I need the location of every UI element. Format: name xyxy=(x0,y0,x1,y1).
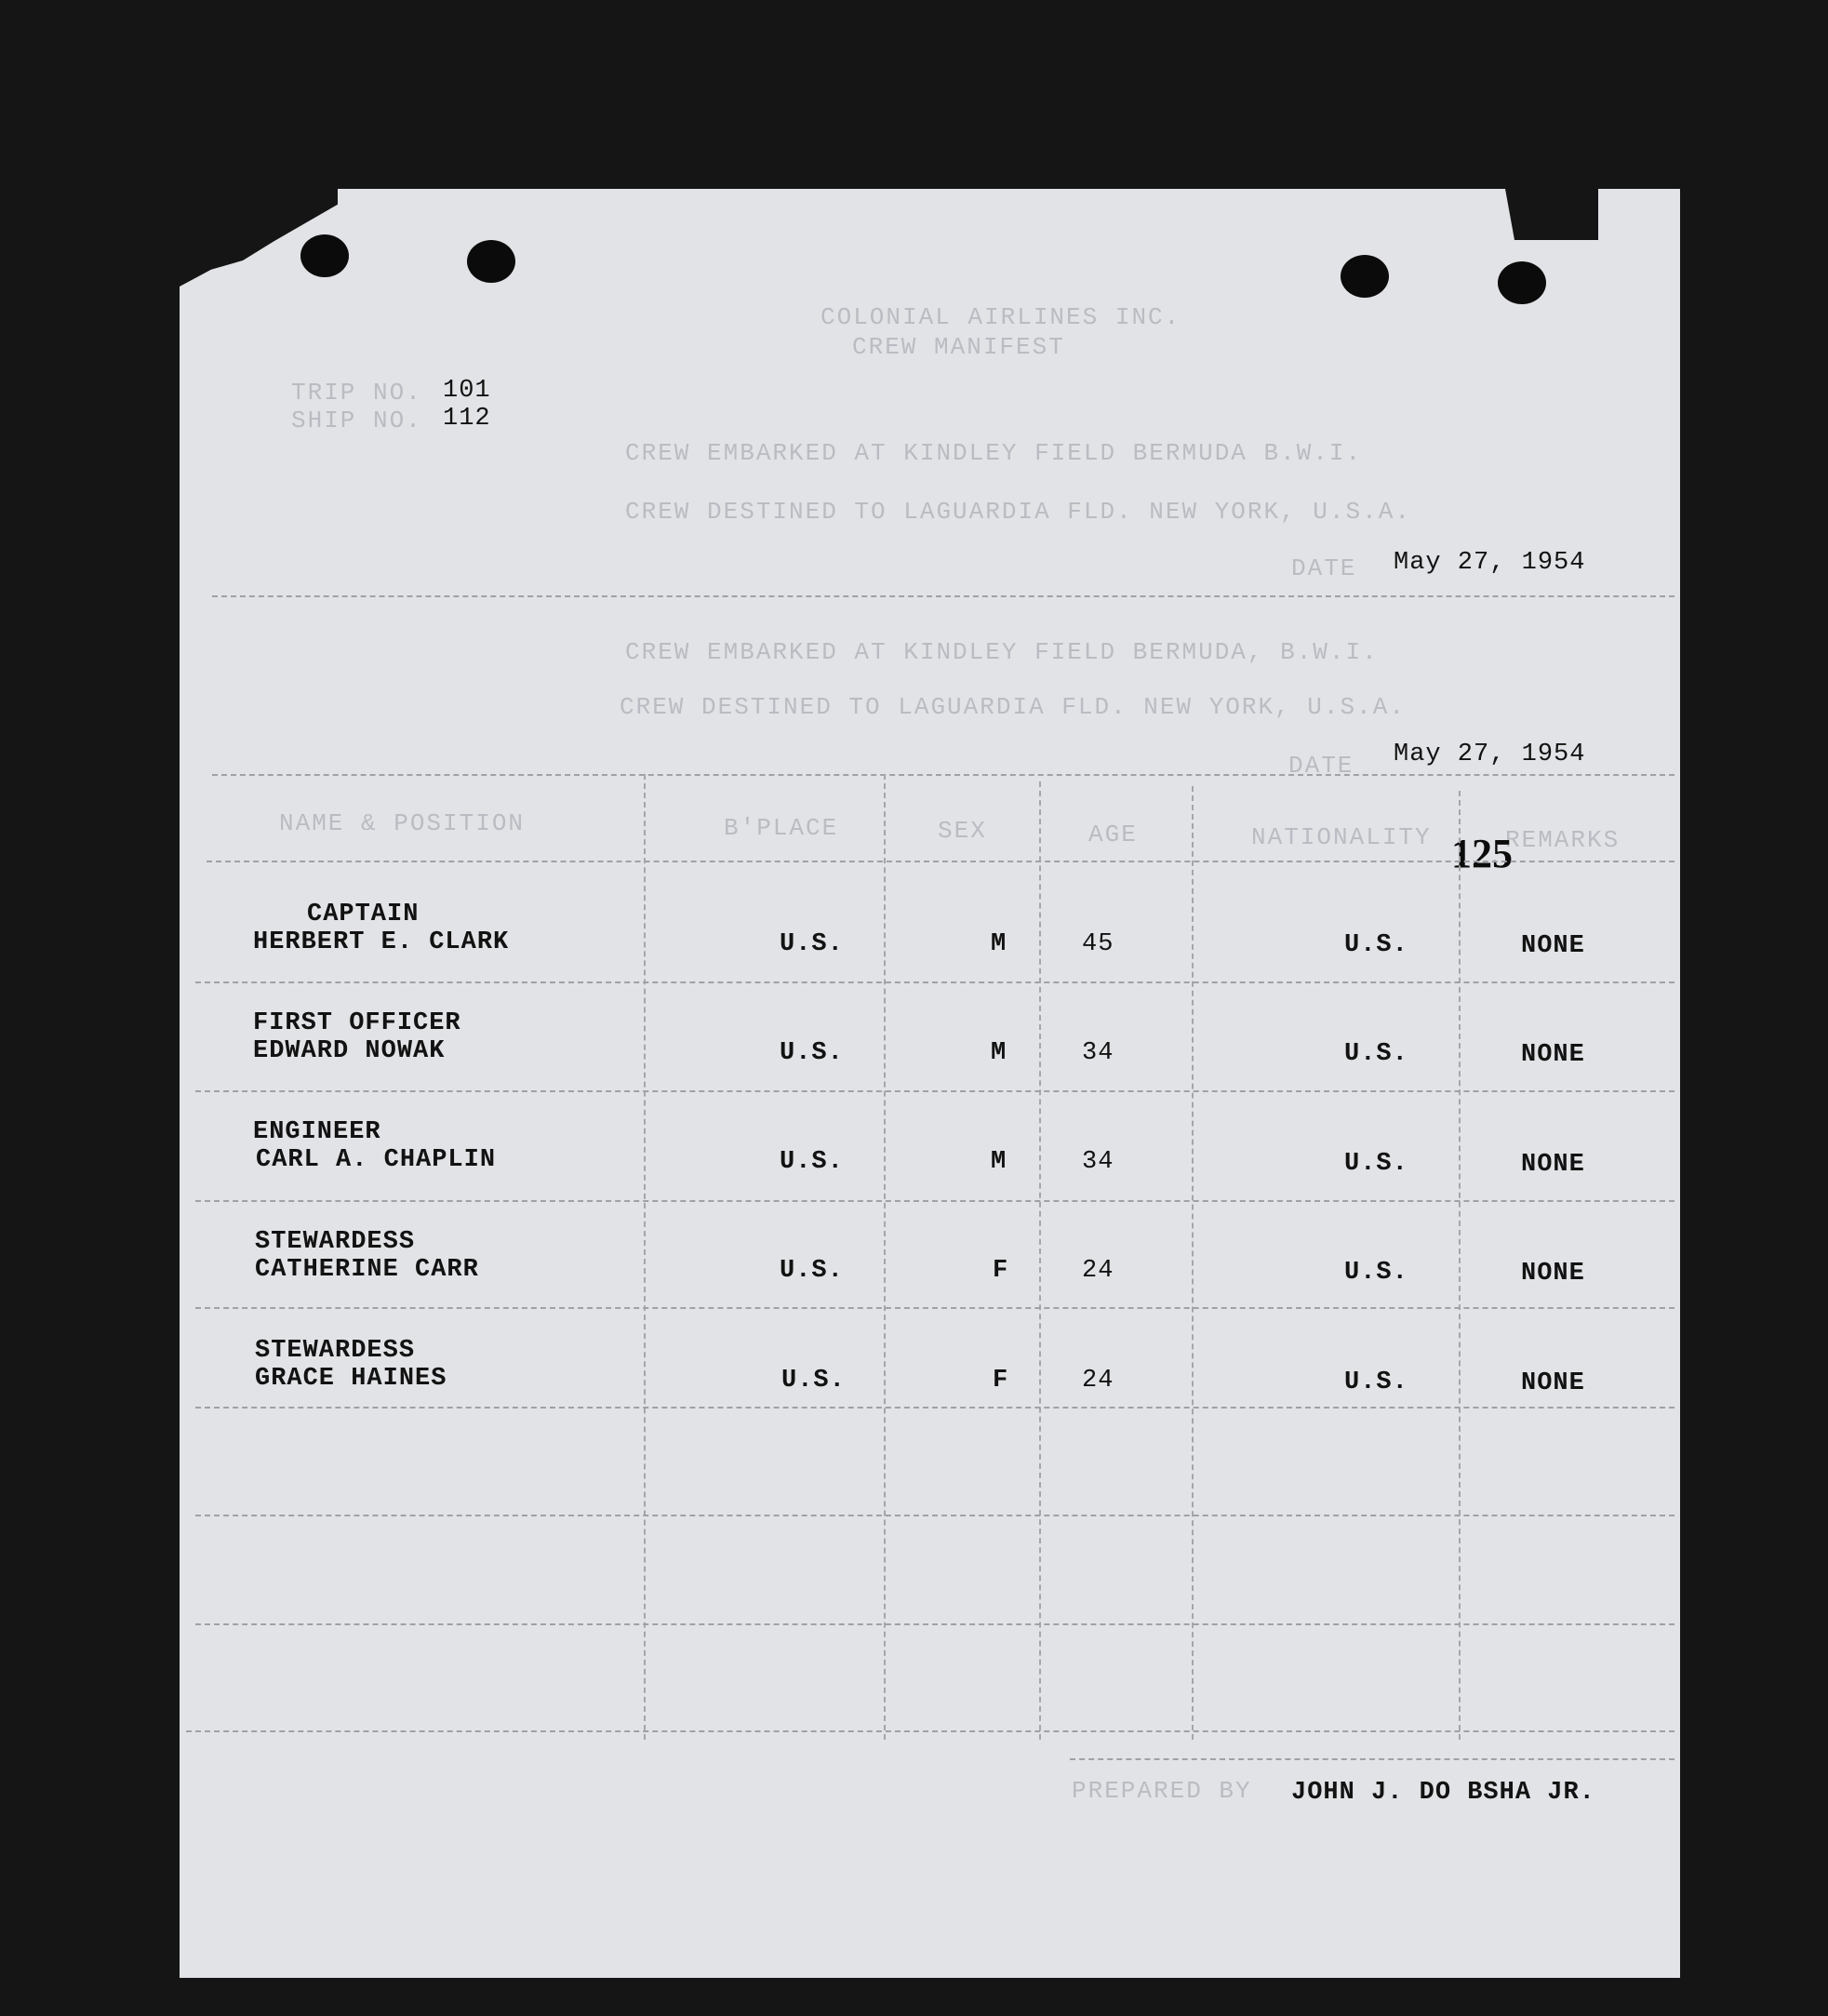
table-row-name: CARL A. CHAPLIN xyxy=(256,1146,497,1174)
stamp-number: 125 xyxy=(1451,831,1513,876)
document-title: CREW MANIFEST xyxy=(852,333,1065,361)
punch-hole xyxy=(1498,261,1546,304)
table-row-position: FIRST OFFICER xyxy=(253,1009,461,1037)
date-label-2: DATE xyxy=(1288,752,1354,780)
row-line xyxy=(195,1090,1675,1092)
table-row-nationality: U.S. xyxy=(1344,1368,1408,1396)
table-row-age: 24 xyxy=(1082,1257,1114,1285)
table-row-bplace: U.S. xyxy=(780,1039,844,1067)
header-remarks: REMARKS xyxy=(1505,826,1621,854)
column-divider xyxy=(884,774,886,1740)
punch-hole xyxy=(467,240,515,283)
footer-line xyxy=(1070,1758,1675,1760)
table-top-line xyxy=(212,774,1675,776)
row-line xyxy=(195,1407,1675,1409)
embarked-line-1: CREW EMBARKED AT KINDLEY FIELD BERMUDA B.W.I. xyxy=(625,439,1363,467)
table-row-sex: M xyxy=(991,1039,1007,1067)
header-name-position: NAME & POSITION xyxy=(279,809,526,837)
table-row-name: GRACE HAINES xyxy=(255,1365,447,1393)
table-row-sex: F xyxy=(993,1367,1009,1395)
table-row-position: ENGINEER xyxy=(253,1118,381,1146)
prepared-by-name: JOHN J. DO BSHA JR. xyxy=(1291,1779,1595,1807)
destined-line-1: CREW DESTINED TO LAGUARDIA FLD. NEW YORK, U.S.A. xyxy=(625,498,1411,526)
column-divider xyxy=(1039,781,1041,1740)
table-row-remarks: NONE xyxy=(1521,1151,1585,1179)
table-row-bplace: U.S. xyxy=(780,1148,844,1176)
row-line xyxy=(195,1200,1675,1202)
table-row-bplace: U.S. xyxy=(780,1257,844,1285)
date-1: May 27, 1954 xyxy=(1394,549,1586,577)
punch-hole xyxy=(1341,255,1389,298)
row-line xyxy=(195,1307,1675,1309)
table-row-bplace: U.S. xyxy=(781,1367,846,1395)
punch-hole xyxy=(300,234,349,277)
table-row-age: 24 xyxy=(1082,1367,1114,1395)
table-row-nationality: U.S. xyxy=(1344,1150,1408,1178)
table-row-nationality: U.S. xyxy=(1344,1259,1408,1287)
table-row-name: EDWARD NOWAK xyxy=(253,1037,446,1065)
header-nationality: NATIONALITY xyxy=(1251,823,1432,851)
table-row-remarks: NONE xyxy=(1521,932,1585,960)
table-row-age: 34 xyxy=(1082,1039,1114,1067)
table-row-sex: M xyxy=(991,1148,1007,1176)
trip-label: TRIP NO. xyxy=(291,379,422,407)
company-name: COLONIAL AIRLINES INC. xyxy=(821,303,1181,331)
table-row-remarks: NONE xyxy=(1521,1041,1585,1069)
table-row-position: CAPTAIN xyxy=(307,901,420,928)
table-row-name: HERBERT E. CLARK xyxy=(253,928,510,956)
trip-number: 101 xyxy=(443,377,491,405)
header-sex: SEX xyxy=(938,817,987,845)
table-row-remarks: NONE xyxy=(1521,1260,1585,1288)
row-line xyxy=(186,1730,1675,1732)
table-row-nationality: U.S. xyxy=(1344,1040,1408,1068)
header-bottom-line xyxy=(207,861,1675,862)
table-row-remarks: NONE xyxy=(1521,1369,1585,1397)
column-divider xyxy=(644,774,646,1740)
table-row-bplace: U.S. xyxy=(780,930,844,958)
torn-notch xyxy=(1505,189,1598,240)
date-label-1: DATE xyxy=(1291,554,1357,582)
column-divider xyxy=(1192,786,1194,1740)
separator-line xyxy=(212,595,1675,597)
header-birthplace: B'PLACE xyxy=(724,814,839,842)
ship-label: SHIP NO. xyxy=(291,407,422,434)
row-line xyxy=(195,1623,1675,1625)
row-line xyxy=(195,1515,1675,1516)
table-row-position: STEWARDESS xyxy=(255,1228,416,1256)
header-age: AGE xyxy=(1088,821,1138,848)
table-row-age: 34 xyxy=(1082,1148,1114,1176)
prepared-by-label: PREPARED BY xyxy=(1072,1777,1252,1805)
table-row-sex: F xyxy=(993,1257,1009,1285)
ship-number: 112 xyxy=(443,405,491,433)
column-divider xyxy=(1459,791,1461,1740)
row-line xyxy=(195,981,1675,983)
table-row-sex: M xyxy=(991,930,1007,958)
table-row-age: 45 xyxy=(1082,930,1114,958)
destined-line-2: CREW DESTINED TO LAGUARDIA FLD. NEW YORK, U.S.A. xyxy=(620,693,1406,721)
table-row-name: CATHERINE CARR xyxy=(255,1256,479,1284)
embarked-line-2: CREW EMBARKED AT KINDLEY FIELD BERMUDA, B.W.I. xyxy=(625,638,1379,666)
table-row-position: STEWARDESS xyxy=(255,1337,416,1365)
date-2: May 27, 1954 xyxy=(1394,741,1586,768)
table-row-nationality: U.S. xyxy=(1344,931,1408,959)
